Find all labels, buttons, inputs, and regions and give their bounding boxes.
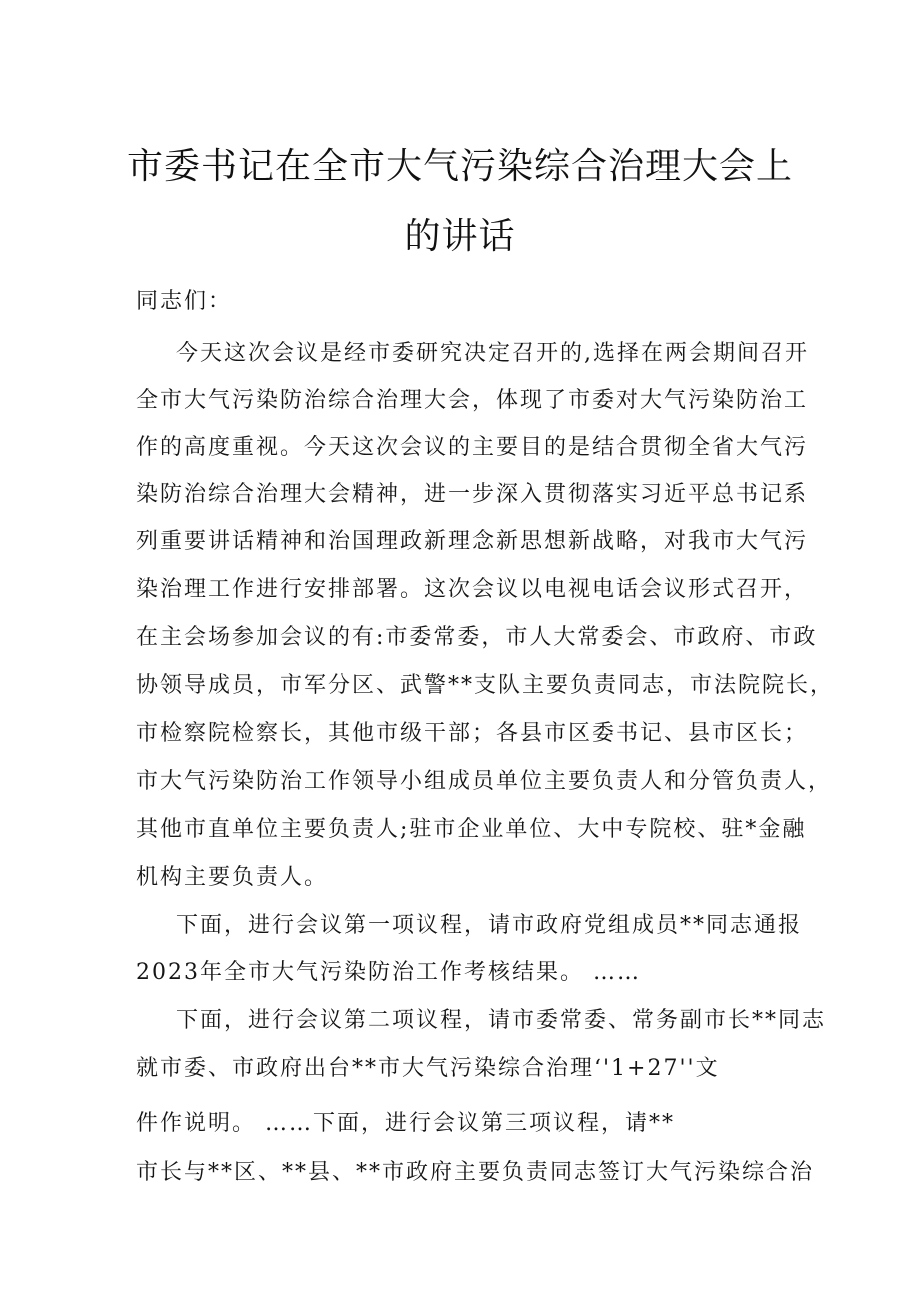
body-line-8: 协领导成员，市军分区、武警**支队主要负责同志，市法院院长，	[136, 673, 835, 698]
body-line-3: 作的高度重视。今天这次会议的主要目的是结合贯彻全省大气污	[136, 435, 809, 460]
body-line-11: 其他市直单位主要负责人;驻市企业单位、大中专院校、驻*金融	[136, 817, 807, 842]
document-title-line-2: 的讲话	[404, 216, 516, 257]
body-line-12: 机构主要负责人。	[136, 865, 329, 890]
body-line-10: 市大气污染防治工作领导小组成员单位主要负责人和分管负责人，	[136, 769, 833, 794]
body-line-2: 全市大气污染防治综合治理大会，体现了市委对大气污染防治工	[136, 388, 809, 413]
body-line-13: 下面，进行会议第一项议程，请市政府党组成员**同志通报	[176, 913, 803, 938]
body-line-15: 下面，进行会议第二项议程，请市委常委、常务副市长**同志	[176, 1008, 827, 1033]
body-line-4: 染防治综合治理大会精神，进一步深入贯彻落实习近平总书记系	[136, 482, 809, 507]
body-line-16: 就市委、市政府出台**市大气污染综合治理‘'1+27''文	[136, 1056, 720, 1081]
body-line-6: 染治理工作进行安排部署。这次会议以电视电话会议形式召开，	[136, 577, 809, 602]
body-line-1: 今天这次会议是经市委研究决定召开的,选择在两会期间召开	[176, 341, 809, 366]
salutation: 同志们：	[136, 289, 233, 314]
body-line-5: 列重要讲话精神和治国理政新理念新思想新战略，对我市大气污	[136, 529, 809, 554]
body-line-14: 2023年全市大气污染防治工作考核结果。 ……	[136, 960, 641, 985]
body-line-9: 市检察院检察长，其他市级干部；各县市区委书记、县市区长；	[136, 721, 809, 746]
body-line-18: 市长与**区、**县、**市政府主要负责同志签订大气污染综合治	[136, 1160, 815, 1185]
body-line-7: 在主会场参加会议的有:市委常委，市人大常委会、市政府、市政	[136, 625, 818, 650]
document-title-line-1: 市委书记在全市大气污染综合治理大会上	[126, 146, 793, 187]
body-line-17: 件作说明。 ……下面，进行会议第三项议程，请**	[136, 1111, 675, 1136]
